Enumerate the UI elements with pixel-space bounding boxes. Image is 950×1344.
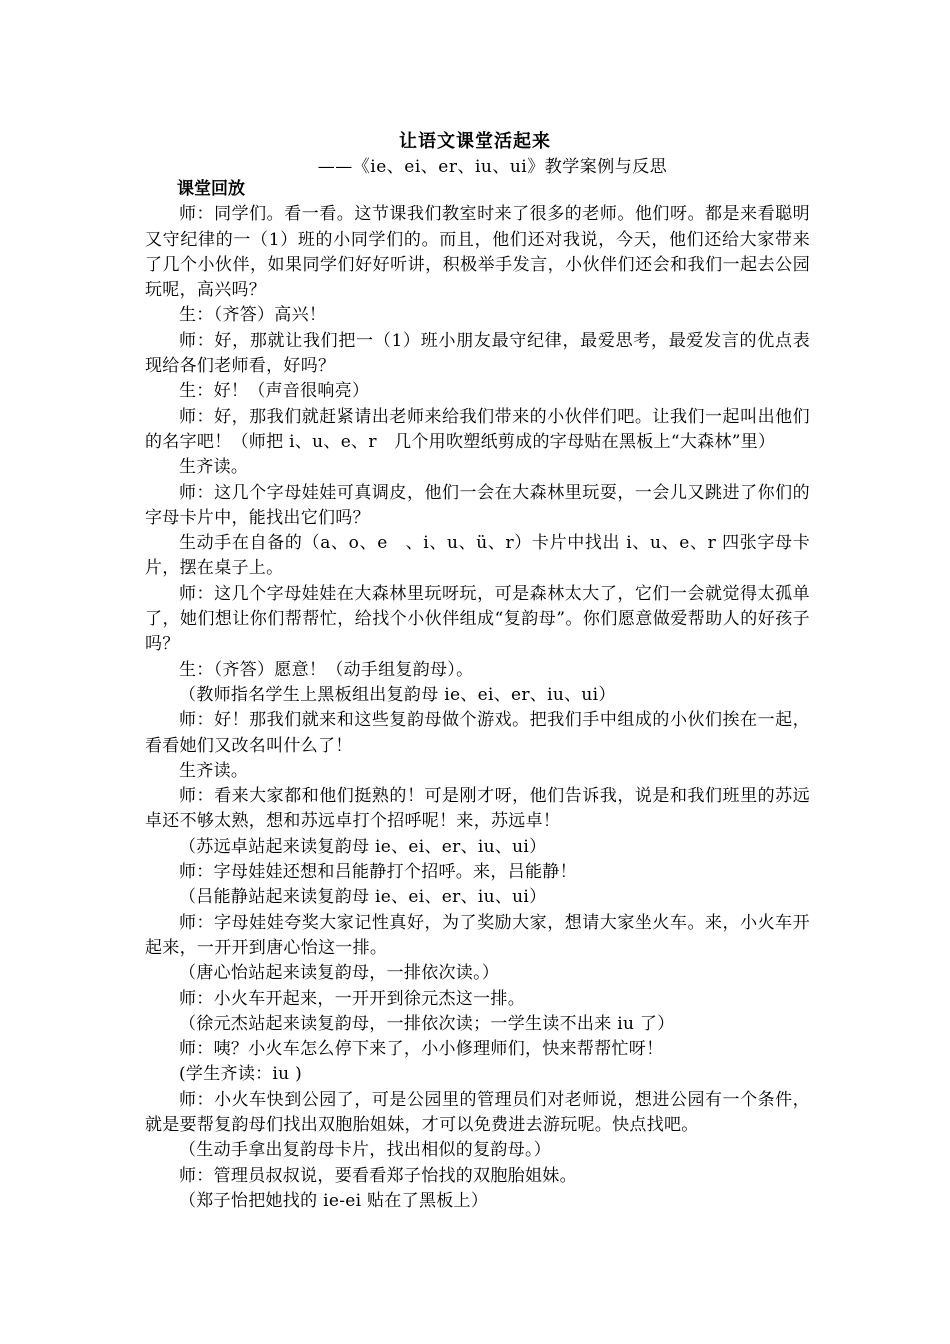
paragraph: （苏远卓站起来读复韵母 ie、ei、er、iu、ui）: [179, 836, 547, 857]
paragraph: 师：管理员叔叔说，要看看郑子怡找的双胞胎姐妹。: [179, 1165, 577, 1186]
paragraph: （唐心怡站起来读复韵母，一排依次读。）: [179, 963, 500, 984]
paragraph: 师：看来大家都和他们挺熟的！可是刚才呀，他们告诉我，说是和我们班里的苏远卓还不够太熟，想和苏远卓打个招呼呢！来，苏远卓！: [145, 786, 810, 832]
paragraph: （生动手拿出复韵母卡片，找出相似的复韵母。）: [179, 1140, 552, 1161]
document-title: 让语文课堂活起来: [399, 131, 551, 152]
paragraph: 师：字母娃娃还想和吕能静打个招呼。来，吕能静！: [179, 862, 577, 883]
paragraph: （徐元杰站起来读复韵母，一排依次读；一学生读不出来 iu 了）: [179, 1013, 675, 1034]
paragraph: 师：好！那我们就来和这些复韵母做个游戏。把我们手中组成的小伙们挨在一起，看看她们又改名叫什么了！: [145, 710, 810, 756]
paragraph: 师：字母娃娃夸奖大家记性真好，为了奖励大家，想请大家坐火车。来，小火车开起来，一开开到唐心怡这一排。: [145, 912, 810, 958]
paragraph: (学生齐读：iu ): [179, 1064, 303, 1085]
paragraph: 生动手在自备的（a、o、e 、i、u、ü、r）卡片中找出 i、u、e、r 四张字母卡片，摆在桌子上。: [145, 533, 810, 579]
paragraph: 生齐读。: [179, 760, 249, 781]
paragraph: 师：同学们。看一看。这节课我们教室时来了很多的老师。他们呀。都是来看聪明又守纪律的一（1）班的小同学们的。而且，他们还对我说，今天，他们还给大家带来了几个小伙伴，如果同学们好好听讲，积极举手发言，小伙伴们还会和我们一起去公园玩呢，高兴吗？: [145, 204, 810, 301]
paragraph: 师：咦？小火车怎么停下来了，小小修理师们，快来帮帮忙呀！: [179, 1039, 664, 1060]
paragraph: 师：这几个字母娃娃可真调皮，他们一会在大森林里玩耍，一会儿又跳进了你们的字母卡片中，能找出它们吗？: [145, 482, 810, 528]
paragraph: 师：好，那我们就赶紧请出老师来给我们带来的小伙伴们吧。让我们一起叫出他们的名字吧！（师把 i、u、e、r 几个用吹塑纸剪成的字母贴在黑板上“大森林”里）: [145, 406, 810, 452]
paragraph: 师：这几个字母娃娃在大森林里玩呀玩，可是森林太大了，它们一会就觉得太孤单了，她们想让你们帮帮忙，给找个小伙伴组成“复韵母”。你们愿意做爱帮助人的好孩子吗？: [145, 583, 810, 655]
paragraph: 师：小火车快到公园了，可是公园里的管理员们对老师说，想进公园有一个条件，就是要帮复韵母们找出双胞胎姐妹，才可以免费进去游玩呢。快点找吧。: [145, 1089, 810, 1135]
paragraph: 生齐读。: [179, 457, 249, 478]
section-heading: 课堂回放: [177, 179, 245, 199]
document-subtitle: ——《ie、ei、er、iu、ui》教学案例与反思: [317, 157, 668, 177]
paragraph: （教师指名学生上黑板组出复韵母 ie、ei、er、iu、ui）: [179, 684, 616, 705]
document-body: [145, 177, 810, 1214]
paragraph: 师：小火车开起来，一开开到徐元杰这一排。: [179, 988, 525, 1009]
paragraph: 生：（齐答）高兴！: [179, 305, 327, 326]
paragraph: 师：好，那就让我们把一（1）班小朋友最守纪律，最爱思考，最爱发言的优点表现给各们老师看，好吗？: [145, 330, 810, 377]
paragraph: 生：（齐答）愿意！（动手组复韵母）。: [179, 659, 474, 680]
paragraph: （郑子怡把她找的 ie-ei 贴在了黑板上）: [179, 1190, 489, 1211]
paragraph: 生：好！（声音很响亮）: [179, 381, 370, 402]
paragraph: （吕能静站起来读复韵母 ie、ei、er、iu、ui）: [179, 887, 547, 908]
